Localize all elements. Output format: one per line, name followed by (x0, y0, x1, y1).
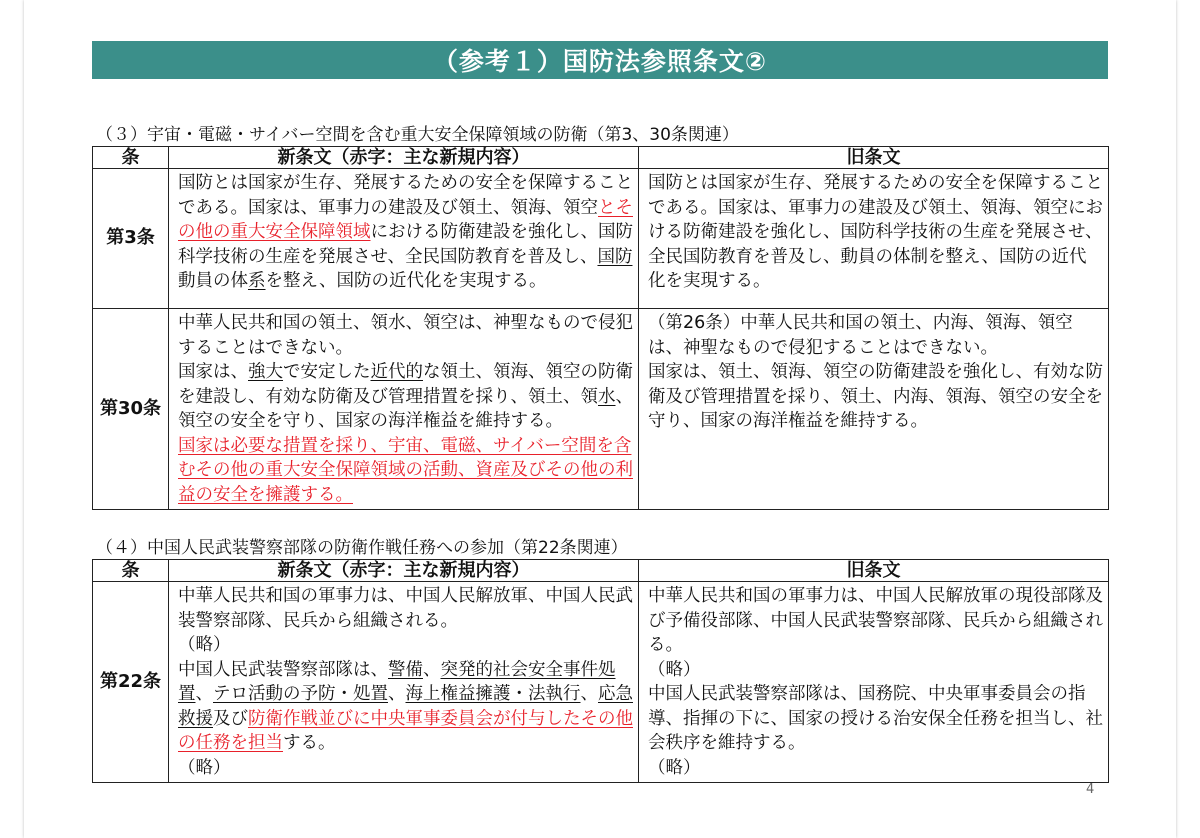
section-3-heading: （３）宇宙・電磁・サイバー空間を含む重大安全保障領域の防衛（第3、30条関連） (96, 125, 739, 145)
old-text-paragraph: 中華人民共和国の軍事力は、中国人民解放軍の現役部隊及び予備役部隊、中国人民武装警察部隊、民兵から組織される。 (648, 586, 1103, 655)
header-old-text: 旧条文 (639, 560, 1109, 582)
header-new-text: 新条文（赤字：主な新規内容） (169, 147, 639, 169)
table-header-row (93, 147, 1109, 169)
new-text-changed: 警備 (388, 659, 423, 680)
omission-marker: （略） (648, 659, 701, 680)
article-label: 第30条 (93, 309, 169, 510)
new-text-cell (169, 582, 639, 783)
new-text: における防衛建設を強化し、国防科学技術の生産を発展させ、全民国防教育を普及し、 (178, 222, 633, 267)
new-text-paragraph: 中華人民共和国の領土、領水、領空は、神聖なもので侵犯することはできない。 (178, 313, 633, 358)
old-text-cell: 国防とは国家が生存、発展するための安全を保障することである。国家は、軍事力の建設及び領土、領海、領空における防衛建設を強化し、国防科学技術の生産を発展させ、全民国防教育を普及し、動員の体制を整え、国防の近代化を実現する。 (639, 169, 1109, 309)
new-text-changed: 近代的 (370, 362, 423, 382)
omission-marker: （略） (178, 757, 231, 778)
new-text-highlight: 防衛作戦並びに中央軍事委員会が付与したその他の任務を担当 (178, 708, 633, 753)
section-3-table (92, 146, 1109, 510)
new-text: 、 (580, 684, 598, 704)
old-text-cell (639, 309, 1109, 510)
omission-marker: （略） (178, 635, 231, 655)
new-text-changed: 系 (248, 271, 266, 291)
old-text-paragraph: 中国人民武装警察部隊は、国務院、中央軍事委員会の指導、指揮の下に、国家の授ける治安保全任務を担当し、社会秩序を維持する。 (648, 684, 1103, 753)
new-text-changed: 国防 (597, 246, 633, 267)
article-label: 第3条 (93, 169, 169, 309)
new-text-paragraph (178, 360, 633, 434)
new-text-changed: 応急救援 (178, 684, 633, 729)
old-text-cell (639, 582, 1109, 783)
new-text: 動員の体 (178, 271, 248, 291)
new-text: を整え、国防の近代化を実現する。 (265, 271, 547, 291)
table-row-article-30 (93, 309, 1109, 510)
new-text: 及び (213, 708, 248, 729)
new-text: 、 (388, 684, 406, 704)
header-new-text: 新条文（赤字：主な新規内容） (169, 560, 639, 582)
new-text-changed: 水 (598, 386, 616, 407)
page-number: 4 (1086, 782, 1095, 797)
header-article: 条 (93, 147, 169, 169)
section-4-table (92, 559, 1109, 783)
page-title: （参考１）国防法参照条文② (92, 41, 1108, 79)
new-text: 国防とは国家が生存、発展するための安全を保障することである。国家は、軍事力の建設及び領土、領海、領空 (178, 173, 633, 218)
table-header-row (93, 560, 1109, 582)
header-article: 条 (93, 560, 169, 582)
new-text-changed: 海上権益擁護・法執行 (405, 684, 581, 704)
new-text-changed: 強大 (248, 362, 283, 382)
new-text-highlight: とその他の重大安全保障領域 (178, 197, 633, 242)
new-text-highlight: 国家は必要な措置を採り、宇宙、電磁、サイバー空間を含むその他の重大安全保障領域の活動、資産及びその他の利益の安全を擁護する。 (178, 435, 633, 505)
new-text-cell (169, 309, 639, 510)
new-text-changed: 突発的社会安全事件処置 (178, 659, 616, 704)
new-text-cell (169, 169, 639, 309)
header-old-text: 旧条文 (639, 147, 1109, 169)
old-text-paragraph: （第26条）中華人民共和国の領土、内海、領海、領空は、神聖なもので侵犯することはできない。 (648, 313, 1073, 358)
new-text: な領土、領海、領空の防衛を建設し、有効な防衛及び管理措置を採り、領土、領 (178, 362, 633, 407)
new-text: で安定した (283, 362, 371, 382)
new-text-changed: テロ活動の予防・処置 (213, 684, 388, 704)
new-text: 中国人民武装警察部隊は、 (178, 659, 388, 680)
new-text: 国家は、 (178, 362, 248, 382)
table-row-article-3 (93, 169, 1109, 309)
new-text: する。 (283, 733, 336, 753)
new-text: 、 (423, 659, 441, 680)
new-text-paragraph (178, 658, 633, 756)
section-4-heading: （４）中国人民武装警察部隊の防衛作戦任務への参加（第22条関連） (96, 538, 628, 558)
new-text: 、領空の安全を守り、国家の海洋権益を維持する。 (178, 386, 633, 431)
old-text-paragraph: 国家は、領土、領海、領空の防衛建設を強化し、有効な防衛及び管理措置を採り、領土、内海、領海、領空の安全を守り、国家の海洋権益を維持する。 (648, 362, 1103, 431)
article-label: 第22条 (93, 582, 169, 783)
new-text: 、 (195, 684, 213, 704)
new-text-paragraph: 中華人民共和国の軍事力は、中国人民解放軍、中国人民武装警察部隊、民兵から組織される。 (178, 586, 633, 631)
table-row-article-22 (93, 582, 1109, 783)
omission-marker: （略） (648, 757, 701, 778)
